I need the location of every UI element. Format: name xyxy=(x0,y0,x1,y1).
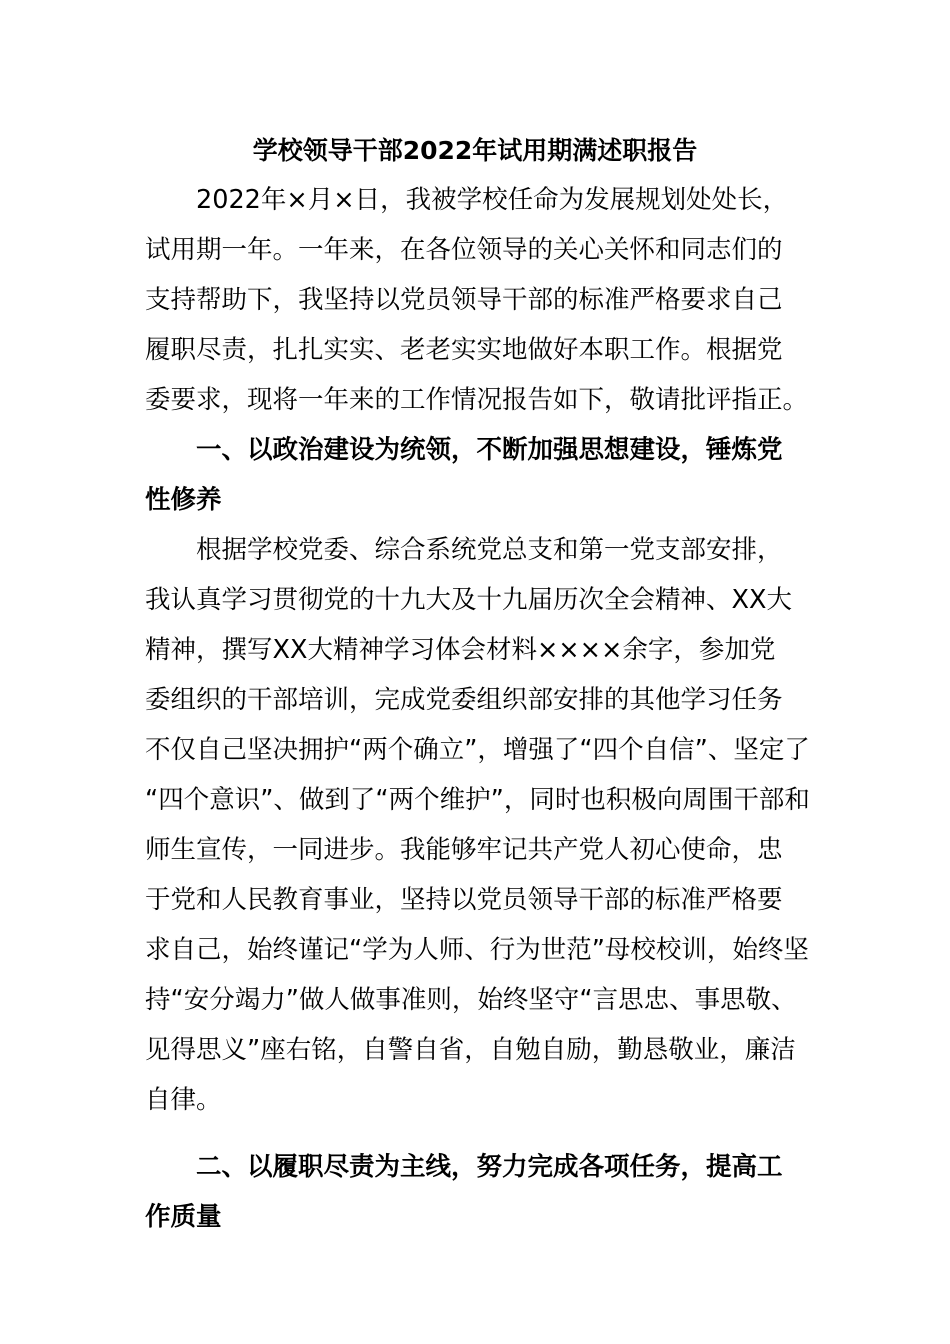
paragraph-line: “四个意识”、做到了“两个维护”，同时也积极向周围干部和 xyxy=(145,785,810,815)
intro-paragraph xyxy=(145,175,810,425)
section-1-paragraph xyxy=(145,525,810,1125)
paragraph-line: 根据学校党委、综合系统党总支和第一党支部安排， xyxy=(196,535,783,565)
paragraph-line: 自律。 xyxy=(145,1085,222,1115)
paragraph-line: 师生宣传，一同进步。我能够牢记共产党人初心使命，忠 xyxy=(145,835,783,865)
paragraph-spacing xyxy=(145,1125,810,1142)
section-1-heading xyxy=(145,425,810,525)
paragraph-line: 精神，撰写XX大精神学习体会材料××××余字，参加党 xyxy=(145,635,776,665)
heading-line: 性修养 xyxy=(145,485,222,515)
paragraph-line: 持“安分竭力”做人做事准则，始终坚守“言思忠、事思敬、 xyxy=(145,985,797,1015)
paragraph-line: 支持帮助下，我坚持以党员领导干部的标准严格要求自己 xyxy=(145,285,783,315)
paragraph-line: 不仅自己坚决拥护“两个确立”，增强了“四个自信”、坚定了 xyxy=(145,735,810,765)
heading-line: 作质量 xyxy=(145,1202,222,1232)
document-title: 学校领导干部2022年试用期满述职报告 xyxy=(252,136,698,165)
paragraph-line: 委要求，现将一年来的工作情况报告如下，敬请批评指正。 xyxy=(145,385,809,415)
paragraph-line: 求自己，始终谨记“学为人师、行为世范”母校校训，始终坚 xyxy=(145,935,809,965)
paragraph-line: 我认真学习贯彻党的十九大及十九届历次全会精神、XX大 xyxy=(145,585,792,615)
paragraph-line: 见得思义”座右铭，自警自省，自勉自励，勤恳敬业，廉洁 xyxy=(145,1035,796,1065)
section-2-heading xyxy=(145,1142,810,1242)
paragraph-line: 委组织的干部培训，完成党委组织部安排的其他学习任务 xyxy=(145,685,783,715)
paragraph-line: 于党和人民教育事业，坚持以党员领导干部的标准严格要 xyxy=(145,885,783,915)
heading-line: 二、以履职尽责为主线，努力完成各项任务，提高工 xyxy=(196,1152,783,1182)
paragraph-line: 试用期一年。一年来，在各位领导的关心关怀和同志们的 xyxy=(145,235,783,265)
paragraph-line: 履职尽责，扎扎实实、老老实实地做好本职工作。根据党 xyxy=(145,335,783,365)
document-body xyxy=(145,175,810,1242)
heading-line: 一、以政治建设为统领，不断加强思想建设，锤炼党 xyxy=(196,435,783,465)
paragraph-line: 2022年×月×日，我被学校任命为发展规划处处长， xyxy=(196,185,789,215)
